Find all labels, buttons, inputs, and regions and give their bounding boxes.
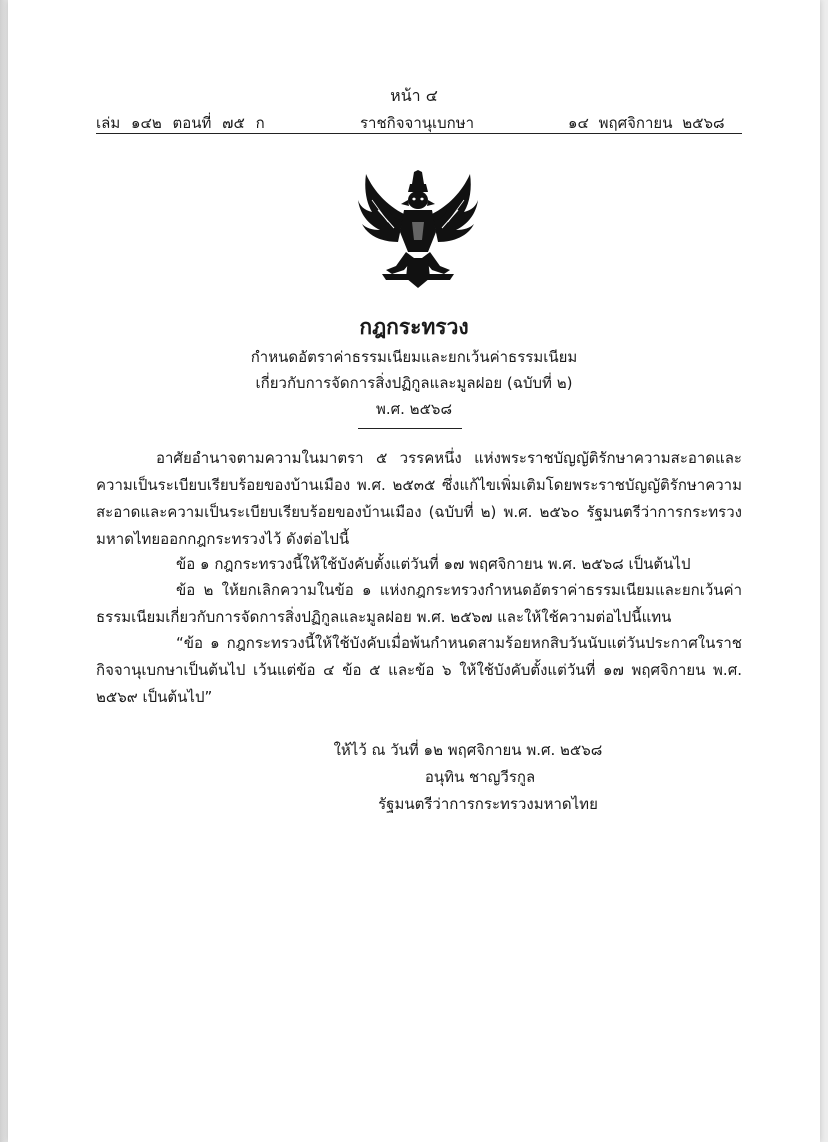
document-subtitle-line-1: กำหนดอัตราค่าธรรมเนียมและยกเว้นค่าธรรมเนียม [250,348,578,366]
given-date: ให้ไว้ ณ วันที่ ๑๒ พฤศจิกายน พ.ศ. ๒๕๖๘ [333,741,603,759]
publication-date: ๑๔ พฤศจิกายน ๒๕๖๘ [568,114,725,132]
signatory-position: รัฐมนตรีว่าการกระทรวงมหาดไทย [378,795,598,813]
document-title: กฎกระทรวง [359,315,469,339]
document-year: พ.ศ. ๒๕๖๘ [375,400,453,418]
clause-1-paragraph: ข้อ ๑ กฎกระทรวงนี้ให้ใช้บังคับตั้งแต่วันที่ ๑๗ พฤศจิกายน พ.ศ. ๒๕๖๘ เป็นต้นไป [176,555,691,573]
gazette-page [8,0,820,1142]
page-number: หน้า ๔ [390,86,438,105]
garuda-emblem-icon [358,170,478,288]
preamble-paragraph: อาศัยอำนาจตามความในมาตรา ๕ วรรคหนึ่ง แห่งพระราชบัญญัติรักษาความสะอาดและความเป็นระเบียบเรียบร้อยของบ้านเมือง พ.ศ. ๒๕๓๕ ซึ่งแก้ไขเพิ่มเติมโดยพระราชบัญญัติรักษาความสะอาดและความเป็นระเบียบเรียบร้อยของบ้านเมือง (ฉบับที่ ๒) พ.ศ. ๒๕๖๐ รัฐมนตรีว่าการกระทรวงมหาดไทยออกกฎกระทรวงไว้ ดังต่อไปนี้ [96,449,742,548]
volume-issue: เล่ม ๑๔๒ ตอนที่ ๗๕ ก [96,114,265,132]
clause-2-paragraph: ข้อ ๒ ให้ยกเลิกความในข้อ ๑ แห่งกฎกระทรวงกำหนดอัตราค่าธรรมเนียมและยกเว้นค่าธรรมเนียมเกี่ยวกับการจัดการสิ่งปฏิกูลและมูลฝอย พ.ศ. ๒๕๖๗ และให้ใช้ความต่อไปนี้แทน [96,581,742,626]
publication-name: ราชกิจจานุเบกษา [360,114,475,132]
title-divider [358,428,462,429]
header-divider [96,133,742,134]
quoted-clause-paragraph: “ข้อ ๑ กฎกระทรวงนี้ให้ใช้บังคับเมื่อพ้นกำหนดสามร้อยหกสิบวันนับแต่วันประกาศในราชกิจจานุเบกษาเป็นต้นไป เว้นแต่ข้อ ๔ ข้อ ๕ และข้อ ๖ ให้ใช้บังคับตั้งแต่วันที่ ๑๗ พฤศจิกายน พ.ศ. ๒๕๖๙ เป็นต้นไป” [96,634,742,706]
signatory-name: อนุทิน ชาญวีรกูล [424,768,536,786]
document-subtitle-line-2: เกี่ยวกับการจัดการสิ่งปฏิกูลและมูลฝอย (ฉบับที่ ๒) [255,374,573,392]
